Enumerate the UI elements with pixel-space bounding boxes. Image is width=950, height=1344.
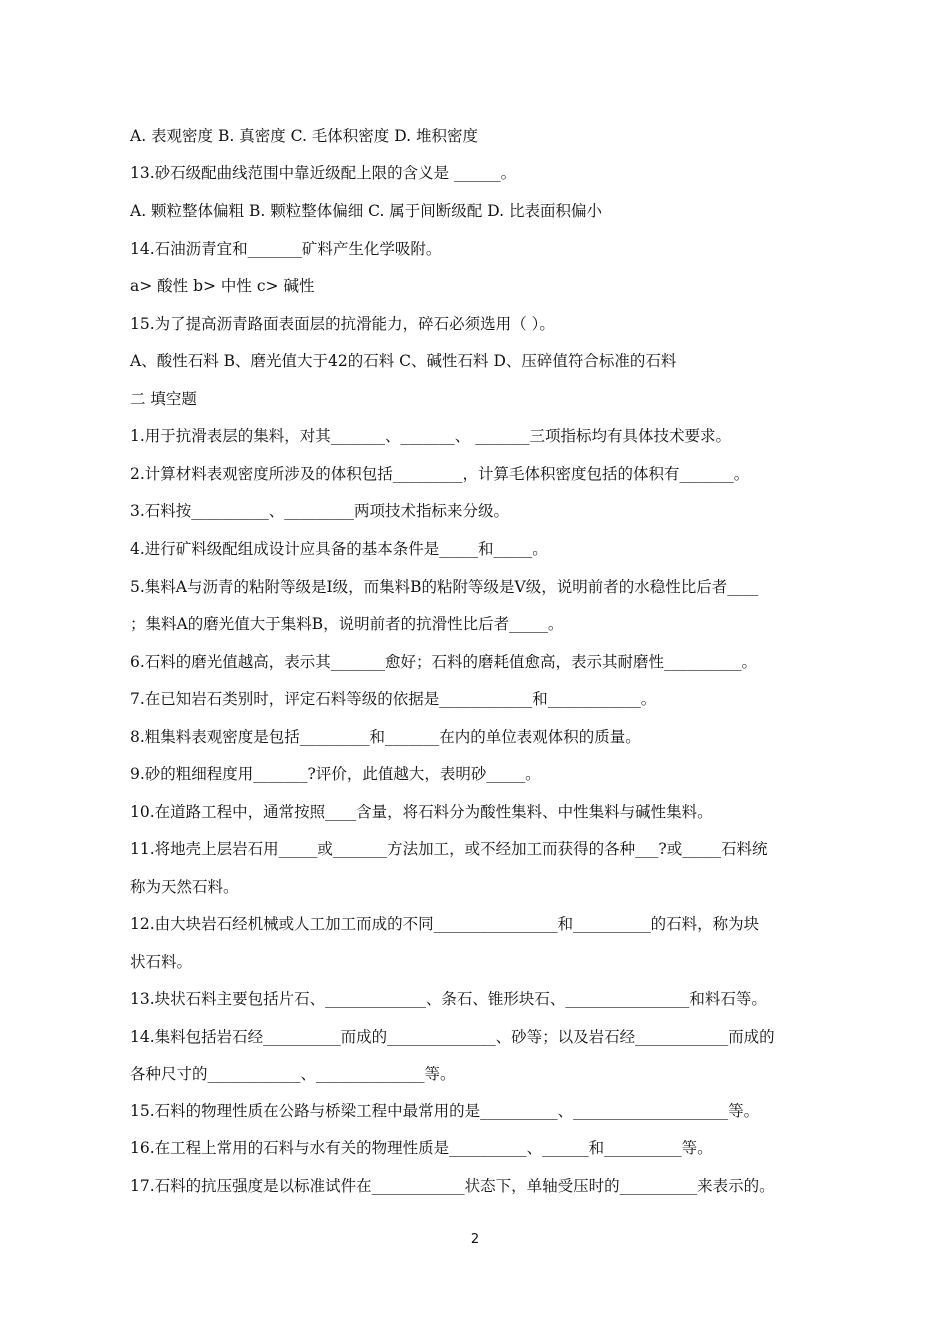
fill-question-2: 2.计算材料表观密度所涉及的体积包括_________，计算毛体积密度包括的体积有_______。 <box>130 465 750 483</box>
fill-question-6: 6.石料的磨光值越高，表示其_______愈好；石料的磨耗值愈高，表示其耐磨性__________。 <box>130 653 758 671</box>
fill-question-10: 10.在道路工程中，通常按照____含量，将石料分为酸性集料、中性集料与碱性集料。 <box>130 803 713 821</box>
question-12-options: A. 表观密度 B. 真密度 C. 毛体积密度 D. 堆积密度 <box>130 127 478 145</box>
fill-question-8: 8.粗集料表观密度是包括_________和_______在内的单位表观体积的质量。 <box>130 728 641 746</box>
fill-question-12-line-1: 12.由大块岩石经机械或人工加工而成的不同________________和__________的石料，称为块 <box>130 915 760 933</box>
question-15-options: A、酸性石料 B、磨光值大于42的石料 C、碱性石料 D、压碎值符合标准的石料 <box>130 352 677 370</box>
fill-question-14-line-2: 各种尺寸的____________、______________等。 <box>130 1065 456 1083</box>
section-heading-fill-in: 二 填空题 <box>130 390 197 408</box>
fill-question-9: 9.砂的粗细程度用_______?评价，此值越大，表明砂_____。 <box>130 765 541 783</box>
question-13-options: A. 颗粒整体偏粗 B. 颗粒整体偏细 C. 属于间断级配 D. 比表面积偏小 <box>130 202 602 220</box>
fill-question-14-line-1: 14.集料包括岩石经__________而成的______________、砂等；以及岩石经____________而成的 <box>130 1028 775 1046</box>
fill-question-7: 7.在已知岩石类别时，评定石料等级的依据是____________和____________。 <box>130 690 657 708</box>
fill-question-11-line-2: 称为天然石料。 <box>130 878 239 896</box>
question-15-text: 15.为了提高沥青路面表面层的抗滑能力，碎石必须选用（ ）。 <box>130 315 555 333</box>
question-13-text: 13.砂石级配曲线范围中靠近级配上限的含义是 ______。 <box>130 164 517 182</box>
fill-question-4: 4.进行矿料级配组成设计应具备的基本条件是_____和_____。 <box>130 540 548 558</box>
fill-question-1: 1.用于抗滑表层的集料，对其_______、_______、 _______三项指标均有具体技术要求。 <box>130 427 731 445</box>
page-number: 2 <box>470 1232 480 1247</box>
fill-question-17: 17.石料的抗压强度是以标准试件在____________状态下，单轴受压时的__________来表示的。 <box>130 1177 775 1195</box>
fill-question-13: 13.块状石料主要包括片石、_____________、条石、锥形块石、________________和料石等。 <box>130 990 767 1008</box>
question-14-text: 14.石油沥青宜和_______矿料产生化学吸附。 <box>130 240 442 258</box>
fill-question-15: 15.石料的物理性质在公路与桥梁工程中最常用的是__________、____________________等。 <box>130 1102 760 1120</box>
fill-question-11-line-1: 11.将地壳上层岩石用_____或_______方法加工，或不经加工而获得的各种___?或_____石料统 <box>130 840 768 858</box>
fill-question-12-line-2: 状石料。 <box>130 953 193 971</box>
fill-question-5-line-2: ；集料A的磨光值大于集料B，说明前者的抗滑性比后者_____。 <box>130 615 564 633</box>
fill-question-3: 3.石料按__________、_________两项技术指标来分级。 <box>130 502 510 520</box>
question-14-options: a> 酸性 b> 中性 c> 碱性 <box>130 277 315 295</box>
fill-question-16: 16.在工程上常用的石料与水有关的物理性质是__________、______和__________等。 <box>130 1139 713 1157</box>
fill-question-5-line-1: 5.集料A与沥青的粘附等级是Ⅰ级，而集料B的粘附等级是Ⅴ级，说明前者的水稳性比后者____ <box>130 578 759 596</box>
